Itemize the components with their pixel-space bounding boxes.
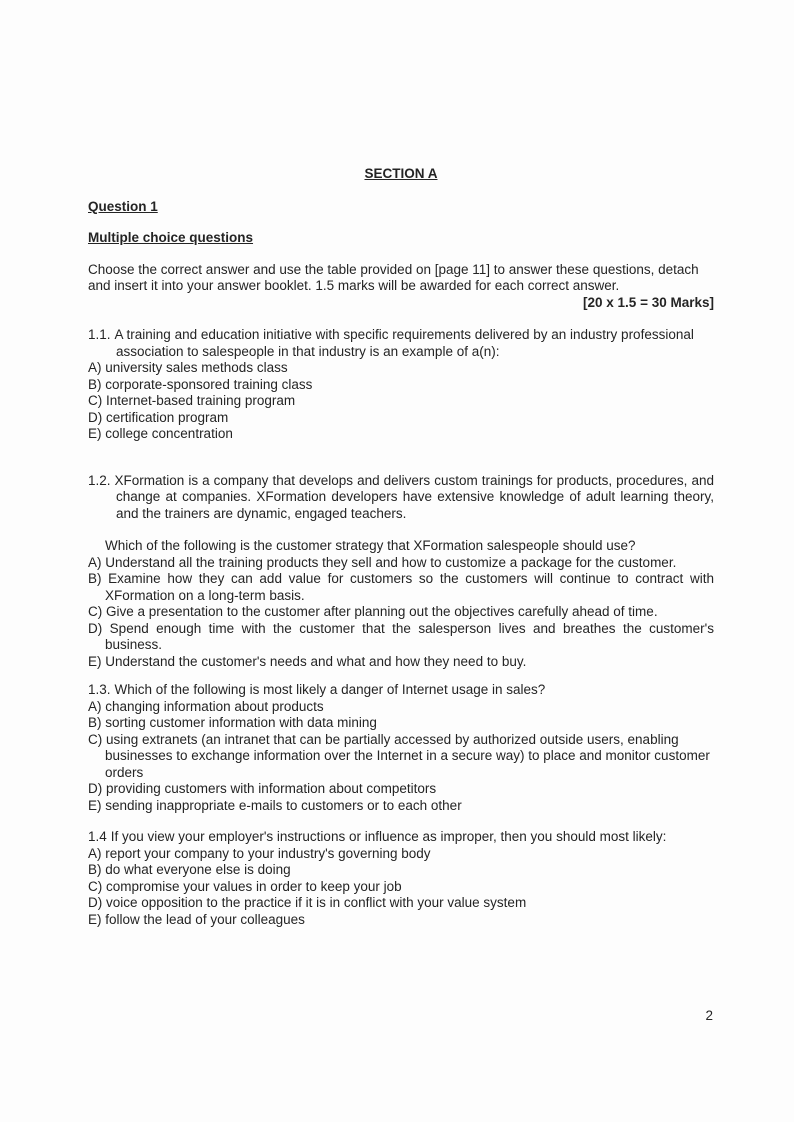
question-body: Which of the following is most likely a danger of Internet usage in sales? [114, 682, 546, 697]
option-d: D) Spend enough time with the customer that the salesperson lives and breathes the customer's business. [88, 620, 714, 652]
option-c: C) Give a presentation to the customer after planning out the objectives carefully ahead of time. [88, 604, 658, 619]
option-a: A) Understand all the training products they sell and how to customize a package for the customer. [88, 554, 677, 570]
question-text [88, 327, 714, 360]
page-content [88, 166, 714, 928]
option-e: E) Understand the customer's needs and what and how they need to buy. [88, 653, 527, 669]
question-text [88, 473, 714, 523]
subheading: Multiple choice questions [88, 230, 254, 245]
option-a: A) changing information about products [88, 698, 324, 714]
question-text [88, 682, 714, 699]
option-e: E) college concentration [88, 426, 233, 441]
question-prompt: Which of the following is the customer strategy that XFormation salespeople should use? [105, 538, 636, 553]
page-number: 2 [705, 1008, 713, 1023]
question-block-1-1 [88, 327, 714, 443]
option-a: A) report your company to your industry's governing body [88, 845, 431, 861]
section-title: SECTION A [364, 166, 438, 181]
question-block-1-2 [88, 473, 714, 671]
option-d: D) certification program [88, 409, 229, 425]
question-number: 1.1. [88, 327, 111, 342]
option-e: E) sending inappropriate e-mails to customers or to each other [88, 797, 462, 813]
question-body: A training and education initiative with specific requirements delivered by an industry professional association to salespeople in that industry is an example of a(n): [114, 327, 694, 359]
option-a: A) university sales methods class [88, 360, 288, 375]
option-b: B) sorting customer information with data mining [88, 715, 377, 730]
option-b: B) corporate-sponsored training class [88, 376, 313, 392]
question-block-1-4 [88, 829, 714, 928]
marks-note: [20 x 1.5 = 30 Marks] [583, 294, 714, 310]
question-heading: Question 1 [88, 198, 158, 214]
question-text [88, 829, 714, 846]
question-number: 1.3. [88, 682, 111, 697]
option-d: D) voice opposition to the practice if it is in conflict with your value system [88, 895, 527, 910]
option-c: C) using extranets (an intranet that can be partially accessed by authorized outside users, enabling businesses to exchange information over the Internet in a secure way) to place and monitor customer orders [88, 731, 710, 780]
option-e: E) follow the lead of your colleagues [88, 911, 305, 927]
option-c: C) Internet-based training program [88, 393, 296, 408]
option-b: B) Examine how they can add value for customers so the customers will continue to contract with XFormation on a long-term basis. [88, 571, 714, 603]
instructions-paragraph: Choose the correct answer and use the table provided on [page 11] to answer these questions, detach and insert it into your answer booklet. 1.5 marks will be awarded for each correct answer. [88, 261, 699, 293]
question-body: XFormation is a company that develops and delivers custom trainings for products, procedures, and change at companies. XFormation developers have extensive knowledge of adult learning theory, and the trainers are dynamic, engaged teachers. [114, 472, 714, 521]
question-block-1-3 [88, 682, 714, 814]
question-number: 1.4 [88, 829, 107, 844]
question-body: If you view your employer's instructions or influence as improper, then you should most likely: [110, 829, 667, 844]
question-number: 1.2. [88, 472, 111, 488]
option-c: C) compromise your values in order to keep your job [88, 878, 402, 894]
option-d: D) providing customers with information about competitors [88, 781, 437, 796]
option-b: B) do what everyone else is doing [88, 862, 291, 877]
